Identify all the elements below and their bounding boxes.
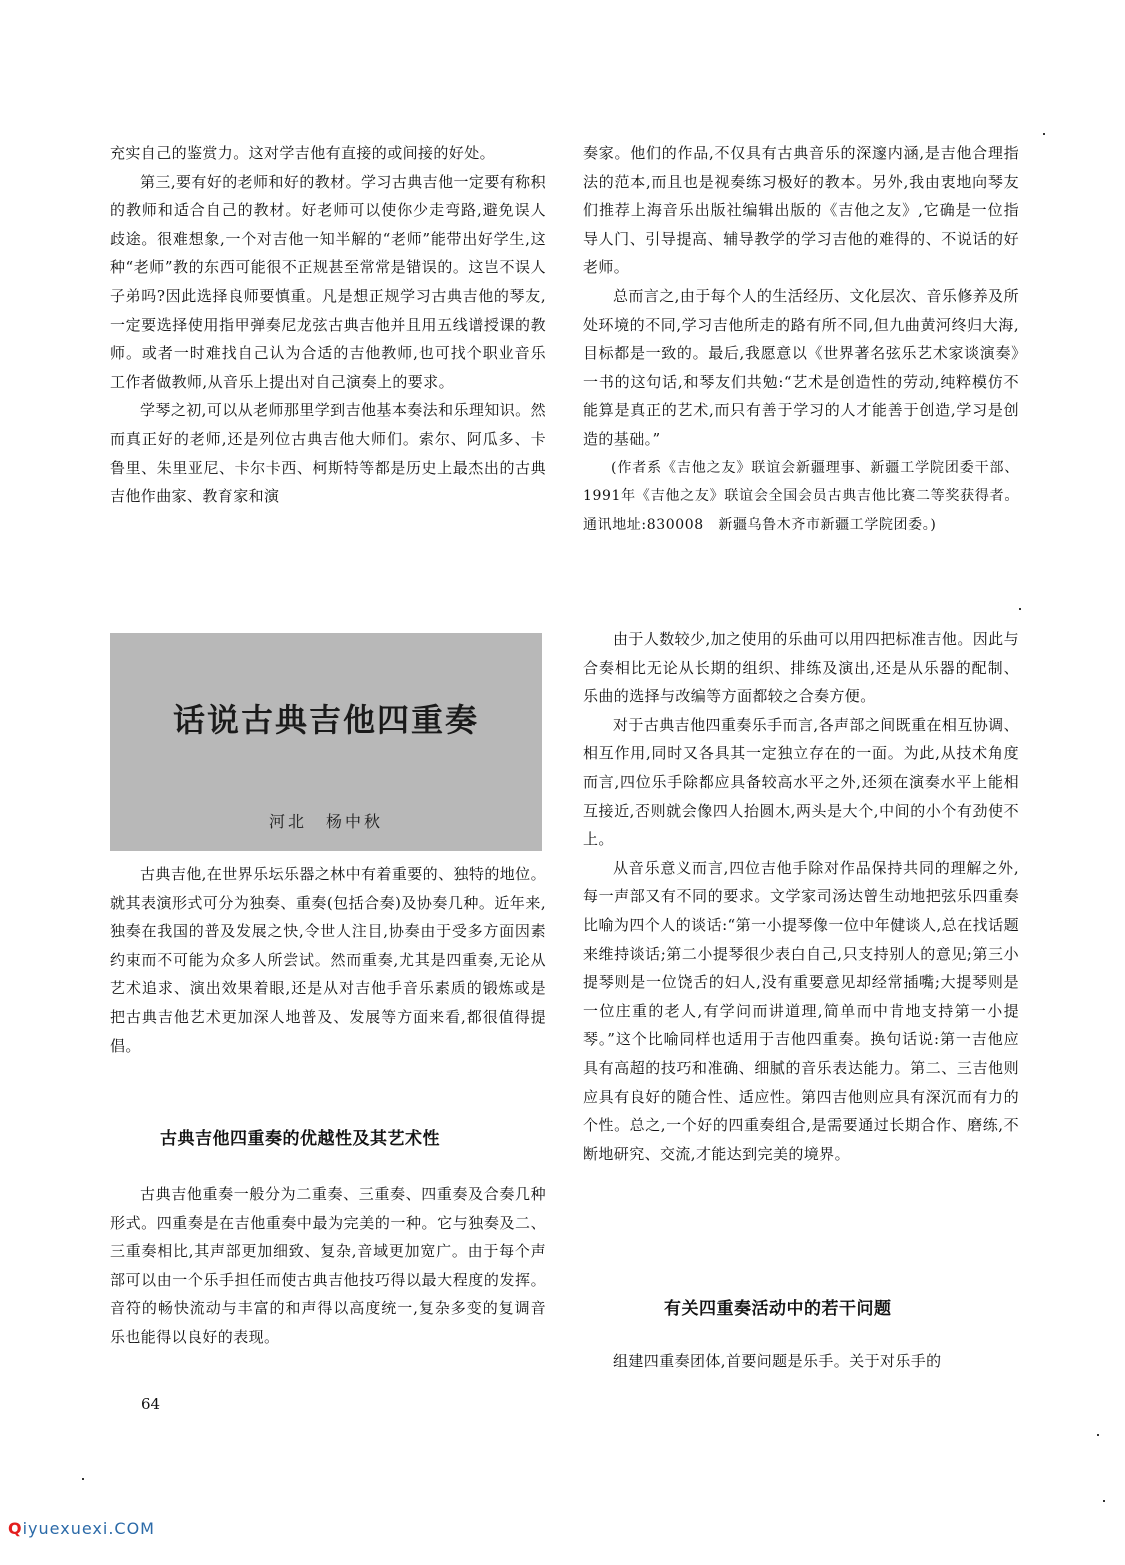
section-body	[583, 1347, 1019, 1376]
section-body	[110, 1180, 546, 1352]
paragraph: 由于人数较少,加之使用的乐曲可以用四把标准吉他。因此与合奏相比无论从长期的组织、排练及演出,还是从乐器的配制、乐曲的选择与改编等方面都较之合奏方便。	[583, 630, 1019, 706]
paragraph: 学琴之初,可以从老师那里学到吉他基本奏法和乐理知识。然而真正好的老师,还是列位古典吉他大师们。索尔、阿瓜多、卡鲁里、朱里亚尼、卡尔卡西、柯斯特等都是历史上最杰出的古典吉他作曲家、教育家和演	[110, 401, 546, 506]
paragraph: 奏家。他们的作品,不仅具有古典音乐的深邃内涵,是吉他合理指法的范本,而且也是视奏练习极好的教本。另外,我由衷地向琴友们推荐上海音乐出版社编辑出版的《吉他之友》,它确是一位指导人门、引导提高、辅导教学的学习吉他的难得的、不说话的好老师。	[583, 144, 1019, 277]
scan-speck	[82, 1478, 84, 1480]
paragraph: 充实自己的鉴赏力。这对学吉他有直接的或间接的好处。	[110, 144, 496, 162]
page-number: 64	[141, 1395, 161, 1413]
scan-speck	[1043, 133, 1045, 135]
paragraph: 古典吉他重奏一般分为二重奏、三重奏、四重奏及合奏几种形式。四重奏是在吉他重奏中最为完美的一种。它与独奏及二、三重奏相比,其声部更加细致、复杂,音域更加宽广。由于每个声部可以由一个乐手担任而使古典吉他技巧得以最大程度的发挥。音符的畅快流动与丰富的和声得以高度统一,复杂多变的复调音乐也能得以良好的表现。	[110, 1185, 546, 1346]
paragraph: 古典吉他,在世界乐坛乐器之林中有着重要的、独特的地位。就其表演形式可分为独奏、重奏(包括合奏)及协奏几种。近年来,独奏在我国的普及发展之快,令世人注目,协奏由于受多方面因素约束而不可能为众多人所尝试。然而重奏,尤其是四重奏,无论从艺术追求、演出效果着眼,还是从对吉他手音乐素质的锻炼或是把古典吉他艺术更加深人地普及、发展等方面来看,都很值得提倡。	[110, 865, 546, 1055]
scan-speck	[1097, 1434, 1099, 1436]
right-column-continuation	[583, 139, 1019, 539]
left-column-continuation	[110, 139, 546, 511]
article-continuation	[583, 625, 1019, 1168]
scan-speck	[1103, 1500, 1105, 1502]
paragraph: 总而言之,由于每个人的生活经历、文化层次、音乐修养及所处环境的不同,学习吉他所走的路有所不同,但九曲黄河终归大海,目标都是一致的。最后,我愿意以《世界著名弦乐艺术家谈演奏》一书的这句话,和琴友们共勉:“艺术是创造性的劳动,纯粹模仿不能算是真正的艺术,而只有善于学习的人才能善于创造,学习是创造的基础。”	[583, 286, 1019, 448]
section-heading: 古典吉他四重奏的优越性及其艺术性	[160, 1129, 440, 1149]
author-note: (作者系《吉他之友》联谊会新疆理事、新疆工学院团委干部、1991年《吉他之友》联谊会全国会员古典吉他比赛二等奖获得者。通讯地址:830008 新疆乌鲁木齐市新疆工学院团委。)	[583, 459, 1019, 533]
article-intro	[110, 860, 546, 1060]
paragraph: 第三,要有好的老师和好的教材。学习古典吉他一定要有称积的教师和适合自己的教材。好老师可以使你少走弯路,避免误人歧途。很难想象,一个对吉他一知半解的“老师”能带出好学生,这种“老师”教的东西可能很不正规甚至常常是错误的。这岂不误人子弟吗?因此选择良师要慎重。凡是想正规学习古典吉他的琴友,一定要选择使用指甲弹奏尼龙弦古典吉他并且用五线谱授课的教师。或者一时难找自己认为合适的吉他教师,也可找个职业音乐工作者做教师,从音乐上提出对自己演奏上的要求。	[110, 172, 546, 391]
paragraph: 从音乐意义而言,四位吉他手除对作品保持共同的理解之外,每一声部又有不同的要求。文学家司汤达曾生动地把弦乐四重奏比喻为四个人的谈话:“第一小提琴像一位中年健谈人,总在找话题来维持谈话;第二小提琴很少表白自己,只支持别人的意见;第三小提琴则是一位饶舌的妇人,没有重要意见却经常插嘴;大提琴则是一位庄重的老人,有学问而讲道理,简单而中肯地支持第一小提琴。”这个比喻同样也适用于吉他四重奏。换句话说:第一吉他应具有高超的技巧和准确、细腻的音乐表达能力。第二、三吉他则应具有良好的随合性、适应性。第四吉他则应具有深沉而有力的个性。总之,一个好的四重奏组合,是需要通过长期合作、磨练,不断地研究、交流,才能达到完美的境界。	[583, 858, 1019, 1163]
watermark-first-letter: Q	[8, 1519, 23, 1538]
scan-speck	[1019, 608, 1021, 610]
article-author: 河北 杨中秋	[268, 812, 383, 831]
paragraph: 对于古典吉他四重奏乐手而言,各声部之间既重在相互协调、相互作用,同时又各具其一定独立存在的一面。为此,从技术角度而言,四位乐手除都应具备较高水平之外,还须在演奏水平上能相互接近,否则就会像四人抬圆木,两头是大个,中间的小个有劲使不上。	[583, 715, 1019, 849]
site-watermark	[8, 1519, 155, 1538]
article-title: 话说古典吉他四重奏	[172, 701, 479, 739]
paragraph: 组建四重奏团体,首要问题是乐手。关于对乐手的	[613, 1352, 942, 1370]
section-heading: 有关四重奏活动中的若干问题	[664, 1299, 892, 1319]
article-title-box	[110, 633, 542, 851]
watermark-text: iyuexuexi.COM	[22, 1519, 155, 1538]
